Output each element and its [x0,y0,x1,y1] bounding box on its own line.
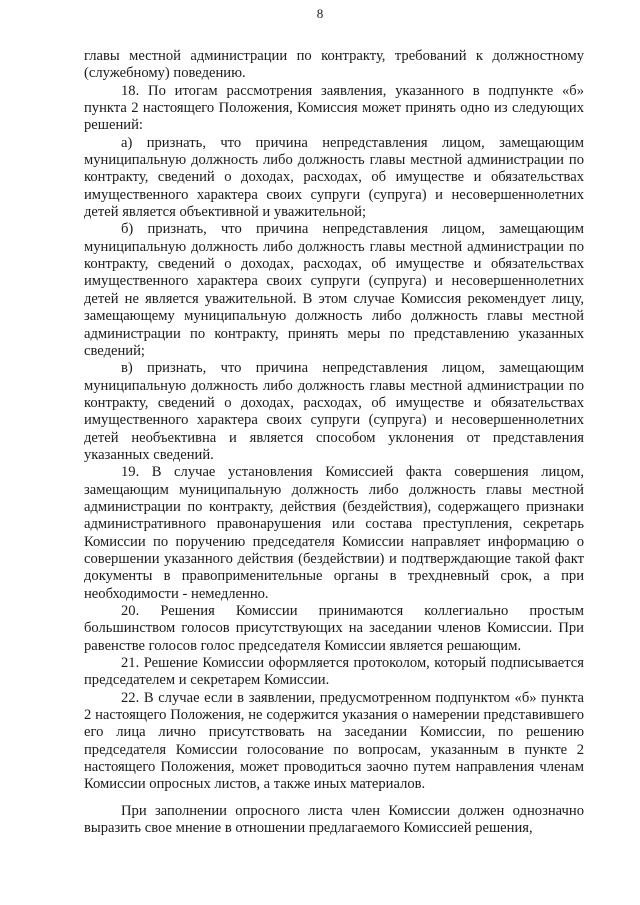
paragraph-item-20: 20. Решения Комиссии принимаются коллегиально простым большинством голосов присутствующих на заседании членов Комиссии. При равенстве голосов голос председателя Комиссии является решающим. [84,603,584,654]
paragraph-item-18: 18. По итогам рассмотрения заявления, указанного в подпункте «б» пункта 2 настоящего Положения, Комиссия может принять одно из следующих решений: [84,82,584,134]
paragraph-item-18b: б) признать, что причина непредставления лицом, замещающим муниципальную должность либо должность главы местной администрации по контракту, сведений о доходах, расходах, об имуществе и обязательствах имущественного характера своих супруги (супруга) и несовершеннолетних детей не является уважительной. В этом случае Комиссия рекомендует лицу, замещающему муниципальную должность либо должность главы местной администрации по контракту, принять меры по представлению указанных сведений; [84,221,584,359]
paragraph-item-18v: в) признать, что причина непредставления лицом, замещающим муниципальную должность либо должность главы местной администрации по контракту, сведений о доходах, расходах, об имуществе и обязательствах имущественного характера своих супруги (супруга) и несовершеннолетних детей необъективна и является способом уклонения от представления указанных сведений. [84,360,584,463]
paragraph-continuation: главы местной администрации по контракту, требований к должностному (служебному) поведению. [84,48,584,82]
paragraph-questionnaire: При заполнении опросного листа член Комиссии должен однозначно выразить свое мнение в отношении предлагаемого Комиссией решения, [84,802,584,837]
paragraph-item-18a: а) признать, что причина непредставления лицом, замещающим муниципальную должность либо должность главы местной администрации по контракту, сведений о доходах, расходах, об имуществе и обязательствах имущественного характера своих супруги (супруга) и несовершеннолетних детей является объективной и уважительной; [84,134,584,221]
document-body [84,48,584,837]
paragraph-item-19: 19. В случае установления Комиссией факта совершения лицом, замещающим муниципальную должность либо должность главы местной администрации по контракту, действия (бездействия), содержащего признаки административного правонарушения или состава преступления, секретарь Комиссии по поручению председателя Комиссии направляет информацию о совершении указанного действия (бездействии) и подтверждающие такой факт документы в правоприменительные органы в трехдневный срок, а при необходимости - немедленно. [84,464,584,602]
page-number: 8 [316,6,324,21]
paragraph-item-21: 21. Решение Комиссии оформляется протоколом, который подписывается председателем и секретарем Комиссии. [84,655,584,689]
paragraph-item-22: 22. В случае если в заявлении, предусмотренном подпунктом «б» пункта 2 настоящего Положения, не содержится указания о намерении представившего его лица лично присутствовать на заседании Комиссии, по решению председателя Комиссии голосование по вопросам, указанным в пункте 2 настоящего Положения, может проводиться заочно путем направления членам Комиссии опросных листов, а также иных материалов. [84,689,584,793]
